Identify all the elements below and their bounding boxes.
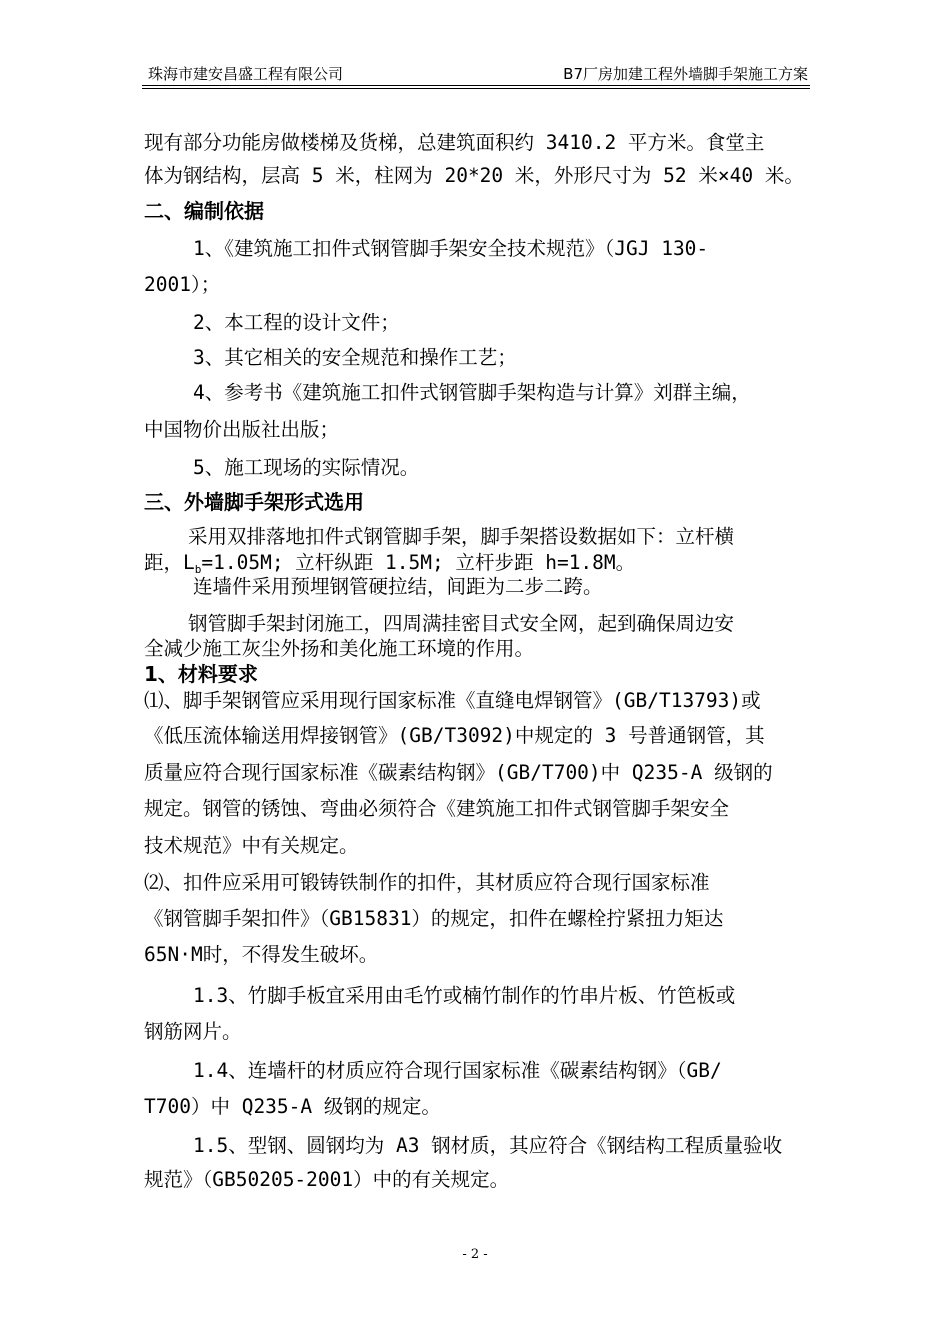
body-line: 连墙件采用预埋钢管硬拉结，间距为二步二跨。 [193, 575, 603, 598]
body-line: 规范》（GB50205-2001）中的有关规定。 [144, 1168, 510, 1191]
body-line: 1.4、连墙杆的材质应符合现行国家标准《碳素结构钢》（GB/ [193, 1059, 722, 1082]
body-line: 《低压流体输送用焊接钢管》(GB/T3092)中规定的 3 号普通钢管，其 [144, 724, 765, 747]
body-line: ⑴、脚手架钢管应采用现行国家标准《直缝电焊钢管》(GB/T13793)或 [144, 689, 761, 712]
body-line: 4、参考书《建筑施工扣件式钢管脚手架构造与计算》刘群主编， [193, 381, 751, 404]
body-line: 质量应符合现行国家标准《碳素结构钢》(GB/T700)中 Q235-A 级钢的 [144, 761, 773, 784]
body-line: 3、其它相关的安全规范和操作工艺； [193, 346, 517, 369]
body-line: 5、施工现场的实际情况。 [193, 456, 420, 479]
body-line: T700）中 Q235-A 级钢的规定。 [144, 1095, 441, 1118]
body-line: 《钢管脚手架扣件》（GB15831）的规定，扣件在螺栓拧紧扭力矩达 [144, 907, 724, 930]
header-doc-title: B7厂房加建工程外墙脚手架施工方案 [563, 65, 808, 83]
body-line: 钢管脚手架封闭施工，四周满挂密目式安全网，起到确保周边安 [188, 612, 735, 635]
body-line: ⑵、扣件应采用可锻铸铁制作的扣件，其材质应符合现行国家标准 [144, 871, 710, 894]
header-company: 珠海市建安昌盛工程有限公司 [148, 65, 344, 83]
body-line: 体为钢结构，层高 5 米，柱网为 20*20 米，外形尺寸为 52 米×40 米。 [144, 164, 804, 187]
body-line: 全减少施工灰尘外扬和美化施工环境的作用。 [144, 637, 535, 660]
body-line: 2001）； [144, 273, 221, 296]
body-line: 中国物价出版社出版； [144, 418, 340, 441]
body-line: 1.5、型钢、圆钢均为 A3 钢材质，其应符合《钢结构工程质量验收 [193, 1134, 783, 1157]
subsection-heading: 1、材料要求 [144, 662, 258, 686]
page-number: - 2 - [462, 1247, 488, 1262]
body-line: 2、本工程的设计文件； [193, 311, 400, 334]
body-line: 1.3、竹脚手板宜采用由毛竹或楠竹制作的竹串片板、竹笆板或 [193, 984, 736, 1007]
header-rule [142, 85, 810, 86]
body-line: 技术规范》中有关规定。 [144, 834, 359, 857]
body-line: 1、《建筑施工扣件式钢管脚手架安全技术规范》（JGJ 130- [193, 237, 709, 260]
body-line: 现有部分功能房做楼梯及货梯，总建筑面积约 3410.2 平方米。食堂主 [144, 131, 765, 154]
body-line: 钢筋网片。 [144, 1020, 242, 1043]
body-line: 规定。钢管的锈蚀、弯曲必须符合《建筑施工扣件式钢管脚手架安全 [144, 797, 730, 820]
body-line: 65N·M时，不得发生破坏。 [144, 943, 379, 966]
body-line: 距，$L_b=1.05M$; 立杆纵距 1.5M; 立杆步距 h=1.8M。 [144, 551, 636, 576]
header-rule-double [142, 88, 810, 89]
section-heading: 二、编制依据 [144, 199, 264, 223]
section-heading: 三、外墙脚手架形式选用 [144, 490, 364, 514]
body-line: 采用双排落地扣件式钢管脚手架，脚手架搭设数据如下：立杆横 [188, 525, 735, 548]
